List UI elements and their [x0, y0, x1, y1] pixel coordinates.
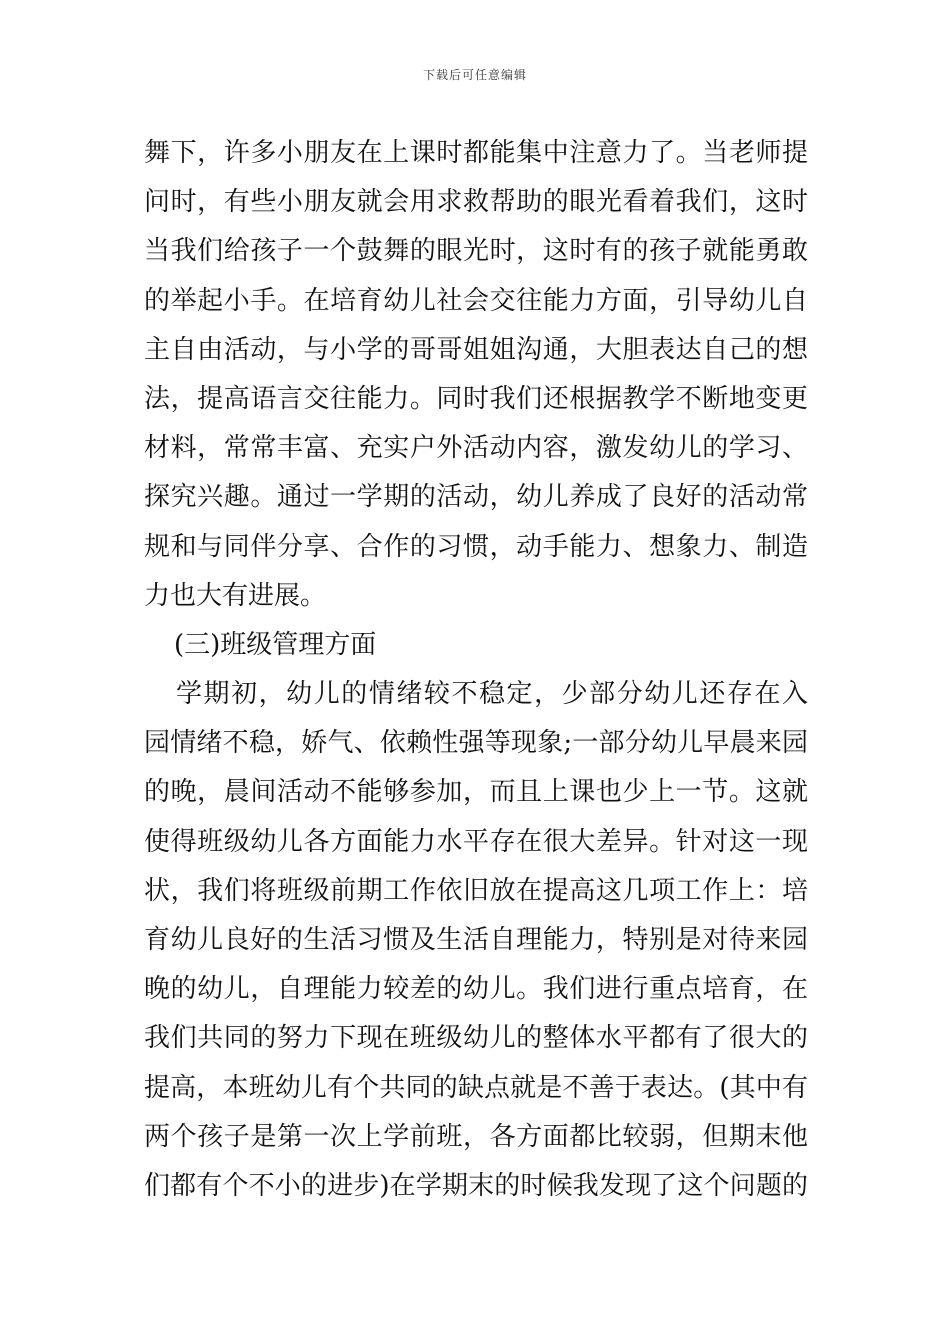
text-line: 状，我们将班级前期工作依旧放在提高这几项工作上：培: [144, 875, 808, 906]
text-line: 们都有个不小的进步)在学期末的时候我发现了这个问题的: [144, 1170, 808, 1201]
text-line: 提高，本班幼儿有个共同的缺点就是不善于表达。(其中有: [144, 1072, 808, 1103]
text-line: 规和与同伴分享、合作的习惯，动手能力、想象力、制造: [144, 531, 808, 562]
text-line: 两个孩子是第一次上学前班，各方面都比较弱，但期末他: [144, 1121, 808, 1152]
text-line: 学期初，幼儿的情绪较不稳定，少部分幼儿还存在入: [176, 679, 808, 710]
text-line: 法，提高语言交往能力。同时我们还根据教学不断地变更: [144, 383, 808, 414]
section-heading: (三)班级管理方面: [174, 629, 377, 660]
text-line: 园情绪不稳，娇气、依赖性强等现象;一部分幼儿早晨来园: [144, 728, 808, 759]
header-note: 下载后可任意编辑: [422, 68, 527, 82]
text-line: 力也大有进展。: [144, 580, 327, 611]
text-line: 的举起小手。在培育幼儿社会交往能力方面，引导幼儿自: [144, 285, 808, 316]
text-line: 晚的幼儿，自理能力较差的幼儿。我们进行重点培育，在: [144, 974, 808, 1005]
text-line: 探究兴趣。通过一学期的活动，幼儿养成了良好的活动常: [144, 482, 808, 513]
text-line: 当我们给孩子一个鼓舞的眼光时，这时有的孩子就能勇敢: [144, 236, 808, 267]
text-line: 的晚，晨间活动不能够参加，而且上课也少上一节。这就: [144, 777, 808, 808]
text-line: 育幼儿良好的生活习惯及生活自理能力，特别是对待来园: [144, 925, 808, 955]
body-text: [144, 129, 808, 1211]
text-line: 主自由活动，与小学的哥哥姐姐沟通，大胆表达自己的想: [144, 334, 808, 365]
text-line: 材料，常常丰富、充实户外活动内容，激发幼儿的学习、: [144, 433, 808, 464]
text-line: 我们共同的努力下现在班级幼儿的整体水平都有了很大的: [144, 1023, 808, 1054]
text-line: 使得班级幼儿各方面能力水平存在很大差异。针对这一现: [144, 826, 808, 857]
text-line: 舞下，许多小朋友在上课时都能集中注意力了。当老师提: [144, 138, 808, 168]
text-line: 问时，有些小朋友就会用求救帮助的眼光看着我们，这时: [144, 187, 808, 218]
